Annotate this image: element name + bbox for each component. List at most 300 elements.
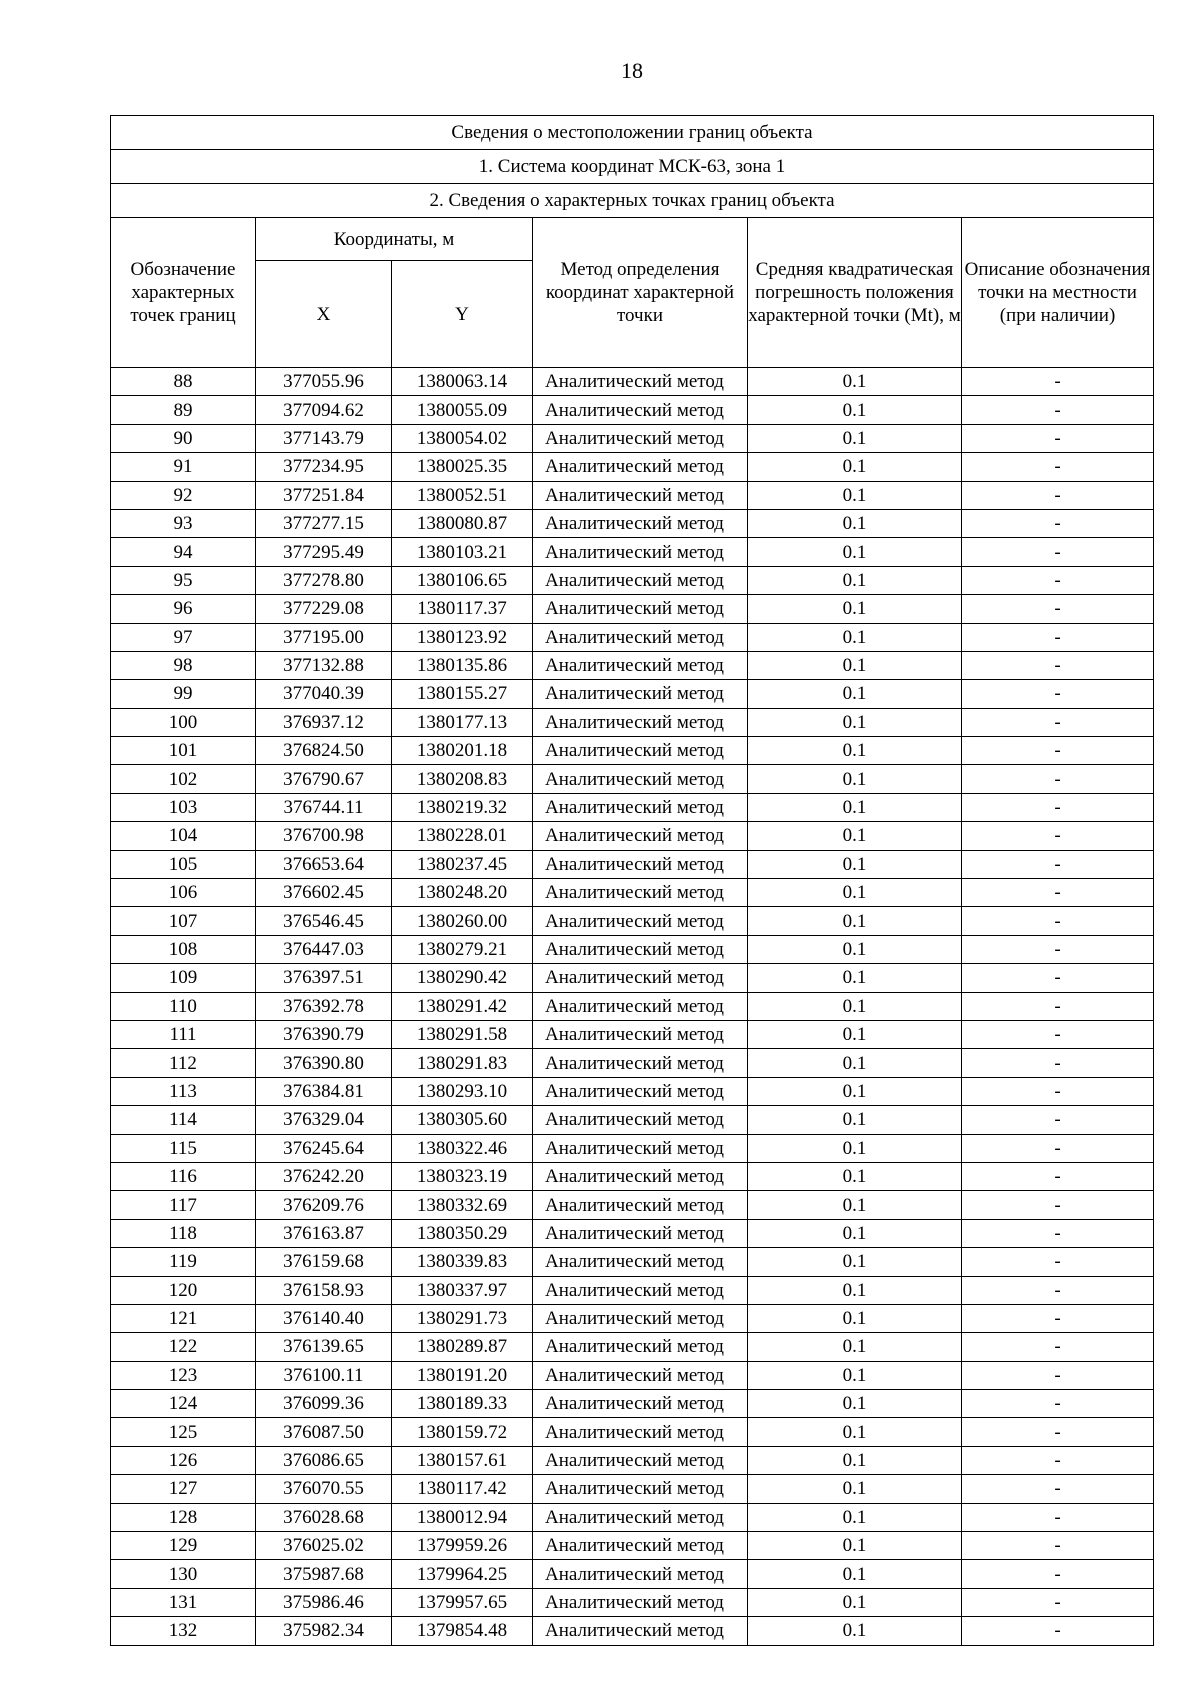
header-method: Метод определения координат характерной точки [533, 218, 748, 368]
description-cell: - [962, 1049, 1154, 1077]
table-row [111, 595, 1154, 623]
x-coordinate-cell: 376140.40 [256, 1304, 392, 1332]
mean-error-cell: 0.1 [748, 1219, 962, 1247]
x-coordinate-cell: 376159.68 [256, 1248, 392, 1276]
point-number-cell: 121 [111, 1304, 256, 1332]
x-coordinate-cell: 376028.68 [256, 1503, 392, 1531]
header-x: X [256, 261, 392, 368]
description-cell: - [962, 368, 1154, 396]
y-coordinate-cell: 1380279.21 [392, 935, 533, 963]
table-row [111, 1020, 1154, 1048]
x-coordinate-cell: 375987.68 [256, 1560, 392, 1588]
table-row [111, 651, 1154, 679]
point-number-cell: 122 [111, 1333, 256, 1361]
mean-error-cell: 0.1 [748, 481, 962, 509]
point-number-cell: 97 [111, 623, 256, 651]
description-cell: - [962, 1560, 1154, 1588]
table-row [111, 1588, 1154, 1616]
description-cell: - [962, 1219, 1154, 1247]
point-number-cell: 115 [111, 1134, 256, 1162]
mean-error-cell: 0.1 [748, 1446, 962, 1474]
description-cell: - [962, 1077, 1154, 1105]
table-row [111, 566, 1154, 594]
method-cell: Аналитический метод [533, 1276, 748, 1304]
y-coordinate-cell: 1380228.01 [392, 822, 533, 850]
method-cell: Аналитический метод [533, 1049, 748, 1077]
method-cell: Аналитический метод [533, 368, 748, 396]
x-coordinate-cell: 376700.98 [256, 822, 392, 850]
point-number-cell: 102 [111, 765, 256, 793]
description-cell: - [962, 1418, 1154, 1446]
y-coordinate-cell: 1380063.14 [392, 368, 533, 396]
x-coordinate-cell: 377055.96 [256, 368, 392, 396]
table-row [111, 623, 1154, 651]
description-cell: - [962, 566, 1154, 594]
y-coordinate-cell: 1380322.46 [392, 1134, 533, 1162]
mean-error-cell: 0.1 [748, 595, 962, 623]
point-number-cell: 128 [111, 1503, 256, 1531]
point-number-cell: 91 [111, 453, 256, 481]
table-row [111, 1617, 1154, 1645]
table-row [111, 1503, 1154, 1531]
mean-error-cell: 0.1 [748, 907, 962, 935]
table-row [111, 396, 1154, 424]
method-cell: Аналитический метод [533, 850, 748, 878]
point-number-cell: 124 [111, 1390, 256, 1418]
mean-error-cell: 0.1 [748, 1304, 962, 1332]
description-cell: - [962, 1361, 1154, 1389]
y-coordinate-cell: 1380248.20 [392, 879, 533, 907]
description-cell: - [962, 737, 1154, 765]
y-coordinate-cell: 1380293.10 [392, 1077, 533, 1105]
method-cell: Аналитический метод [533, 566, 748, 594]
mean-error-cell: 0.1 [748, 793, 962, 821]
method-cell: Аналитический метод [533, 907, 748, 935]
method-cell: Аналитический метод [533, 708, 748, 736]
page-number: 18 [621, 58, 643, 83]
table-row [111, 1276, 1154, 1304]
table-row [111, 1390, 1154, 1418]
x-coordinate-cell: 376158.93 [256, 1276, 392, 1304]
point-number-cell: 111 [111, 1020, 256, 1048]
table-row [111, 453, 1154, 481]
method-cell: Аналитический метод [533, 1617, 748, 1645]
mean-error-cell: 0.1 [748, 680, 962, 708]
point-number-cell: 125 [111, 1418, 256, 1446]
point-number-cell: 100 [111, 708, 256, 736]
y-coordinate-cell: 1380177.13 [392, 708, 533, 736]
method-cell: Аналитический метод [533, 1077, 748, 1105]
method-cell: Аналитический метод [533, 793, 748, 821]
y-coordinate-cell: 1380219.32 [392, 793, 533, 821]
point-number-cell: 113 [111, 1077, 256, 1105]
point-number-cell: 106 [111, 879, 256, 907]
y-coordinate-cell: 1380080.87 [392, 509, 533, 537]
x-coordinate-cell: 375982.34 [256, 1617, 392, 1645]
y-coordinate-cell: 1380025.35 [392, 453, 533, 481]
mean-error-cell: 0.1 [748, 651, 962, 679]
mean-error-cell: 0.1 [748, 992, 962, 1020]
method-cell: Аналитический метод [533, 1191, 748, 1219]
description-cell: - [962, 907, 1154, 935]
mean-error-cell: 0.1 [748, 1361, 962, 1389]
y-coordinate-cell: 1380103.21 [392, 538, 533, 566]
header-description: Описание обозначения точки на местности (при наличии) [962, 218, 1154, 368]
y-coordinate-cell: 1379959.26 [392, 1532, 533, 1560]
y-coordinate-cell: 1380291.83 [392, 1049, 533, 1077]
mean-error-cell: 0.1 [748, 1560, 962, 1588]
y-coordinate-cell: 1380291.42 [392, 992, 533, 1020]
method-cell: Аналитический метод [533, 481, 748, 509]
header-point-designation: Обозначение характерных точек границ [111, 218, 256, 368]
x-coordinate-cell: 376245.64 [256, 1134, 392, 1162]
table-row [111, 765, 1154, 793]
x-coordinate-cell: 376209.76 [256, 1191, 392, 1219]
table-row [111, 1248, 1154, 1276]
y-coordinate-cell: 1380289.87 [392, 1333, 533, 1361]
method-cell: Аналитический метод [533, 879, 748, 907]
x-coordinate-cell: 376087.50 [256, 1418, 392, 1446]
table-row [111, 1361, 1154, 1389]
table-body [111, 368, 1154, 1646]
table-row [111, 879, 1154, 907]
y-coordinate-cell: 1380123.92 [392, 623, 533, 651]
header-y: Y [392, 261, 533, 368]
mean-error-cell: 0.1 [748, 1475, 962, 1503]
description-cell: - [962, 1248, 1154, 1276]
description-cell: - [962, 595, 1154, 623]
mean-error-cell: 0.1 [748, 1162, 962, 1190]
table-row [111, 992, 1154, 1020]
x-coordinate-cell: 376790.67 [256, 765, 392, 793]
mean-error-cell: 0.1 [748, 1077, 962, 1105]
y-coordinate-cell: 1380159.72 [392, 1418, 533, 1446]
mean-error-cell: 0.1 [748, 1049, 962, 1077]
x-coordinate-cell: 377132.88 [256, 651, 392, 679]
y-coordinate-cell: 1380201.18 [392, 737, 533, 765]
y-coordinate-cell: 1380055.09 [392, 396, 533, 424]
x-coordinate-cell: 376744.11 [256, 793, 392, 821]
mean-error-cell: 0.1 [748, 368, 962, 396]
y-coordinate-cell: 1380117.42 [392, 1475, 533, 1503]
method-cell: Аналитический метод [533, 1418, 748, 1446]
point-number-cell: 118 [111, 1219, 256, 1247]
y-coordinate-cell: 1380305.60 [392, 1106, 533, 1134]
point-number-cell: 116 [111, 1162, 256, 1190]
description-cell: - [962, 538, 1154, 566]
point-number-cell: 130 [111, 1560, 256, 1588]
y-coordinate-cell: 1380189.33 [392, 1390, 533, 1418]
mean-error-cell: 0.1 [748, 566, 962, 594]
x-coordinate-cell: 376086.65 [256, 1446, 392, 1474]
description-cell: - [962, 822, 1154, 850]
mean-error-cell: 0.1 [748, 850, 962, 878]
y-coordinate-cell: 1379854.48 [392, 1617, 533, 1645]
method-cell: Аналитический метод [533, 623, 748, 651]
method-cell: Аналитический метод [533, 992, 748, 1020]
x-coordinate-cell: 376384.81 [256, 1077, 392, 1105]
method-cell: Аналитический метод [533, 822, 748, 850]
table-row [111, 1162, 1154, 1190]
mean-error-cell: 0.1 [748, 1248, 962, 1276]
y-coordinate-cell: 1380135.86 [392, 651, 533, 679]
description-cell: - [962, 481, 1154, 509]
method-cell: Аналитический метод [533, 1588, 748, 1616]
x-coordinate-cell: 377143.79 [256, 424, 392, 452]
table-row [111, 1106, 1154, 1134]
table-row [111, 368, 1154, 396]
x-coordinate-cell: 377278.80 [256, 566, 392, 594]
x-coordinate-cell: 377234.95 [256, 453, 392, 481]
method-cell: Аналитический метод [533, 1361, 748, 1389]
mean-error-cell: 0.1 [748, 1532, 962, 1560]
method-cell: Аналитический метод [533, 1333, 748, 1361]
y-coordinate-cell: 1380155.27 [392, 680, 533, 708]
table-row [111, 964, 1154, 992]
point-number-cell: 94 [111, 538, 256, 566]
table-row [111, 708, 1154, 736]
method-cell: Аналитический метод [533, 737, 748, 765]
table-row [111, 538, 1154, 566]
y-coordinate-cell: 1380012.94 [392, 1503, 533, 1531]
description-cell: - [962, 651, 1154, 679]
point-number-cell: 92 [111, 481, 256, 509]
x-coordinate-cell: 376392.78 [256, 992, 392, 1020]
table-row [111, 1560, 1154, 1588]
description-cell: - [962, 1446, 1154, 1474]
y-coordinate-cell: 1380117.37 [392, 595, 533, 623]
x-coordinate-cell: 376937.12 [256, 708, 392, 736]
description-cell: - [962, 850, 1154, 878]
point-number-cell: 103 [111, 793, 256, 821]
method-cell: Аналитический метод [533, 765, 748, 793]
y-coordinate-cell: 1380291.73 [392, 1304, 533, 1332]
table-row [111, 793, 1154, 821]
x-coordinate-cell: 375986.46 [256, 1588, 392, 1616]
mean-error-cell: 0.1 [748, 509, 962, 537]
description-cell: - [962, 1162, 1154, 1190]
x-coordinate-cell: 376100.11 [256, 1361, 392, 1389]
table-row [111, 1418, 1154, 1446]
description-cell: - [962, 1475, 1154, 1503]
point-number-cell: 132 [111, 1617, 256, 1645]
table-row [111, 822, 1154, 850]
x-coordinate-cell: 376824.50 [256, 737, 392, 765]
point-number-cell: 112 [111, 1049, 256, 1077]
y-coordinate-cell: 1380052.51 [392, 481, 533, 509]
x-coordinate-cell: 376447.03 [256, 935, 392, 963]
mean-error-cell: 0.1 [748, 1418, 962, 1446]
description-cell: - [962, 1333, 1154, 1361]
method-cell: Аналитический метод [533, 1390, 748, 1418]
description-cell: - [962, 1134, 1154, 1162]
description-cell: - [962, 509, 1154, 537]
description-cell: - [962, 708, 1154, 736]
point-number-cell: 96 [111, 595, 256, 623]
method-cell: Аналитический метод [533, 1106, 748, 1134]
method-cell: Аналитический метод [533, 651, 748, 679]
point-number-cell: 129 [111, 1532, 256, 1560]
description-cell: - [962, 992, 1154, 1020]
mean-error-cell: 0.1 [748, 1276, 962, 1304]
method-cell: Аналитический метод [533, 1304, 748, 1332]
point-number-cell: 110 [111, 992, 256, 1020]
description-cell: - [962, 1191, 1154, 1219]
point-number-cell: 104 [111, 822, 256, 850]
description-cell: - [962, 1304, 1154, 1332]
mean-error-cell: 0.1 [748, 935, 962, 963]
mean-error-cell: 0.1 [748, 623, 962, 651]
y-coordinate-cell: 1380054.02 [392, 424, 533, 452]
method-cell: Аналитический метод [533, 396, 748, 424]
point-number-cell: 131 [111, 1588, 256, 1616]
point-number-cell: 108 [111, 935, 256, 963]
description-cell: - [962, 1503, 1154, 1531]
mean-error-cell: 0.1 [748, 708, 962, 736]
y-coordinate-cell: 1380106.65 [392, 566, 533, 594]
point-number-cell: 120 [111, 1276, 256, 1304]
mean-error-cell: 0.1 [748, 1390, 962, 1418]
point-number-cell: 93 [111, 509, 256, 537]
y-coordinate-cell: 1380323.19 [392, 1162, 533, 1190]
table-row [111, 1446, 1154, 1474]
table-banner-points-info: 2. Сведения о характерных точках границ объекта [111, 184, 1154, 218]
point-number-cell: 99 [111, 680, 256, 708]
y-coordinate-cell: 1380332.69 [392, 1191, 533, 1219]
header-coordinates: Координаты, м [256, 218, 533, 261]
y-coordinate-cell: 1380208.83 [392, 765, 533, 793]
table-row [111, 509, 1154, 537]
method-cell: Аналитический метод [533, 935, 748, 963]
table-row [111, 1475, 1154, 1503]
table-row [111, 1219, 1154, 1247]
x-coordinate-cell: 377195.00 [256, 623, 392, 651]
point-number-cell: 126 [111, 1446, 256, 1474]
description-cell: - [962, 1617, 1154, 1645]
y-coordinate-cell: 1380157.61 [392, 1446, 533, 1474]
method-cell: Аналитический метод [533, 1532, 748, 1560]
description-cell: - [962, 1532, 1154, 1560]
description-cell: - [962, 935, 1154, 963]
x-coordinate-cell: 376139.65 [256, 1333, 392, 1361]
description-cell: - [962, 879, 1154, 907]
table-row [111, 680, 1154, 708]
x-coordinate-cell: 377277.15 [256, 509, 392, 537]
table-row [111, 907, 1154, 935]
x-coordinate-cell: 376653.64 [256, 850, 392, 878]
method-cell: Аналитический метод [533, 1475, 748, 1503]
method-cell: Аналитический метод [533, 1219, 748, 1247]
description-cell: - [962, 1276, 1154, 1304]
mean-error-cell: 0.1 [748, 737, 962, 765]
y-coordinate-cell: 1380339.83 [392, 1248, 533, 1276]
x-coordinate-cell: 376329.04 [256, 1106, 392, 1134]
table-row [111, 1333, 1154, 1361]
method-cell: Аналитический метод [533, 595, 748, 623]
x-coordinate-cell: 377229.08 [256, 595, 392, 623]
header-mean-error: Средняя квадратическая погрешность положения характерной точки (Mt), м [748, 218, 962, 368]
mean-error-cell: 0.1 [748, 822, 962, 850]
x-coordinate-cell: 376025.02 [256, 1532, 392, 1560]
mean-error-cell: 0.1 [748, 453, 962, 481]
description-cell: - [962, 793, 1154, 821]
boundary-points-table [110, 115, 1154, 1646]
mean-error-cell: 0.1 [748, 538, 962, 566]
y-coordinate-cell: 1380191.20 [392, 1361, 533, 1389]
mean-error-cell: 0.1 [748, 765, 962, 793]
x-coordinate-cell: 376070.55 [256, 1475, 392, 1503]
table-row [111, 1304, 1154, 1332]
y-coordinate-cell: 1380337.97 [392, 1276, 533, 1304]
method-cell: Аналитический метод [533, 424, 748, 452]
point-number-cell: 117 [111, 1191, 256, 1219]
y-coordinate-cell: 1379964.25 [392, 1560, 533, 1588]
point-number-cell: 105 [111, 850, 256, 878]
point-number-cell: 88 [111, 368, 256, 396]
x-coordinate-cell: 377251.84 [256, 481, 392, 509]
mean-error-cell: 0.1 [748, 424, 962, 452]
method-cell: Аналитический метод [533, 1503, 748, 1531]
method-cell: Аналитический метод [533, 964, 748, 992]
method-cell: Аналитический метод [533, 680, 748, 708]
table-banner-coordinate-system: 1. Система координат МСК-63, зона 1 [111, 150, 1154, 184]
description-cell: - [962, 396, 1154, 424]
table-row [111, 1191, 1154, 1219]
point-number-cell: 119 [111, 1248, 256, 1276]
y-coordinate-cell: 1380260.00 [392, 907, 533, 935]
table-row [111, 850, 1154, 878]
table-row [111, 424, 1154, 452]
method-cell: Аналитический метод [533, 1560, 748, 1588]
description-cell: - [962, 1106, 1154, 1134]
description-cell: - [962, 453, 1154, 481]
point-number-cell: 98 [111, 651, 256, 679]
method-cell: Аналитический метод [533, 1020, 748, 1048]
x-coordinate-cell: 377295.49 [256, 538, 392, 566]
table-row [111, 1532, 1154, 1560]
table-row [111, 481, 1154, 509]
table-row [111, 737, 1154, 765]
method-cell: Аналитический метод [533, 1446, 748, 1474]
mean-error-cell: 0.1 [748, 964, 962, 992]
mean-error-cell: 0.1 [748, 1106, 962, 1134]
table-banner-location: Сведения о местоположении границ объекта [111, 116, 1154, 150]
method-cell: Аналитический метод [533, 509, 748, 537]
table-row [111, 1049, 1154, 1077]
description-cell: - [962, 964, 1154, 992]
description-cell: - [962, 680, 1154, 708]
description-cell: - [962, 424, 1154, 452]
point-number-cell: 95 [111, 566, 256, 594]
y-coordinate-cell: 1379957.65 [392, 1588, 533, 1616]
mean-error-cell: 0.1 [748, 1617, 962, 1645]
point-number-cell: 107 [111, 907, 256, 935]
x-coordinate-cell: 376602.45 [256, 879, 392, 907]
y-coordinate-cell: 1380290.42 [392, 964, 533, 992]
method-cell: Аналитический метод [533, 1134, 748, 1162]
y-coordinate-cell: 1380291.58 [392, 1020, 533, 1048]
mean-error-cell: 0.1 [748, 1134, 962, 1162]
mean-error-cell: 0.1 [748, 1333, 962, 1361]
description-cell: - [962, 1020, 1154, 1048]
table-row [111, 935, 1154, 963]
method-cell: Аналитический метод [533, 538, 748, 566]
method-cell: Аналитический метод [533, 453, 748, 481]
y-coordinate-cell: 1380350.29 [392, 1219, 533, 1247]
description-cell: - [962, 623, 1154, 651]
point-number-cell: 101 [111, 737, 256, 765]
point-number-cell: 109 [111, 964, 256, 992]
